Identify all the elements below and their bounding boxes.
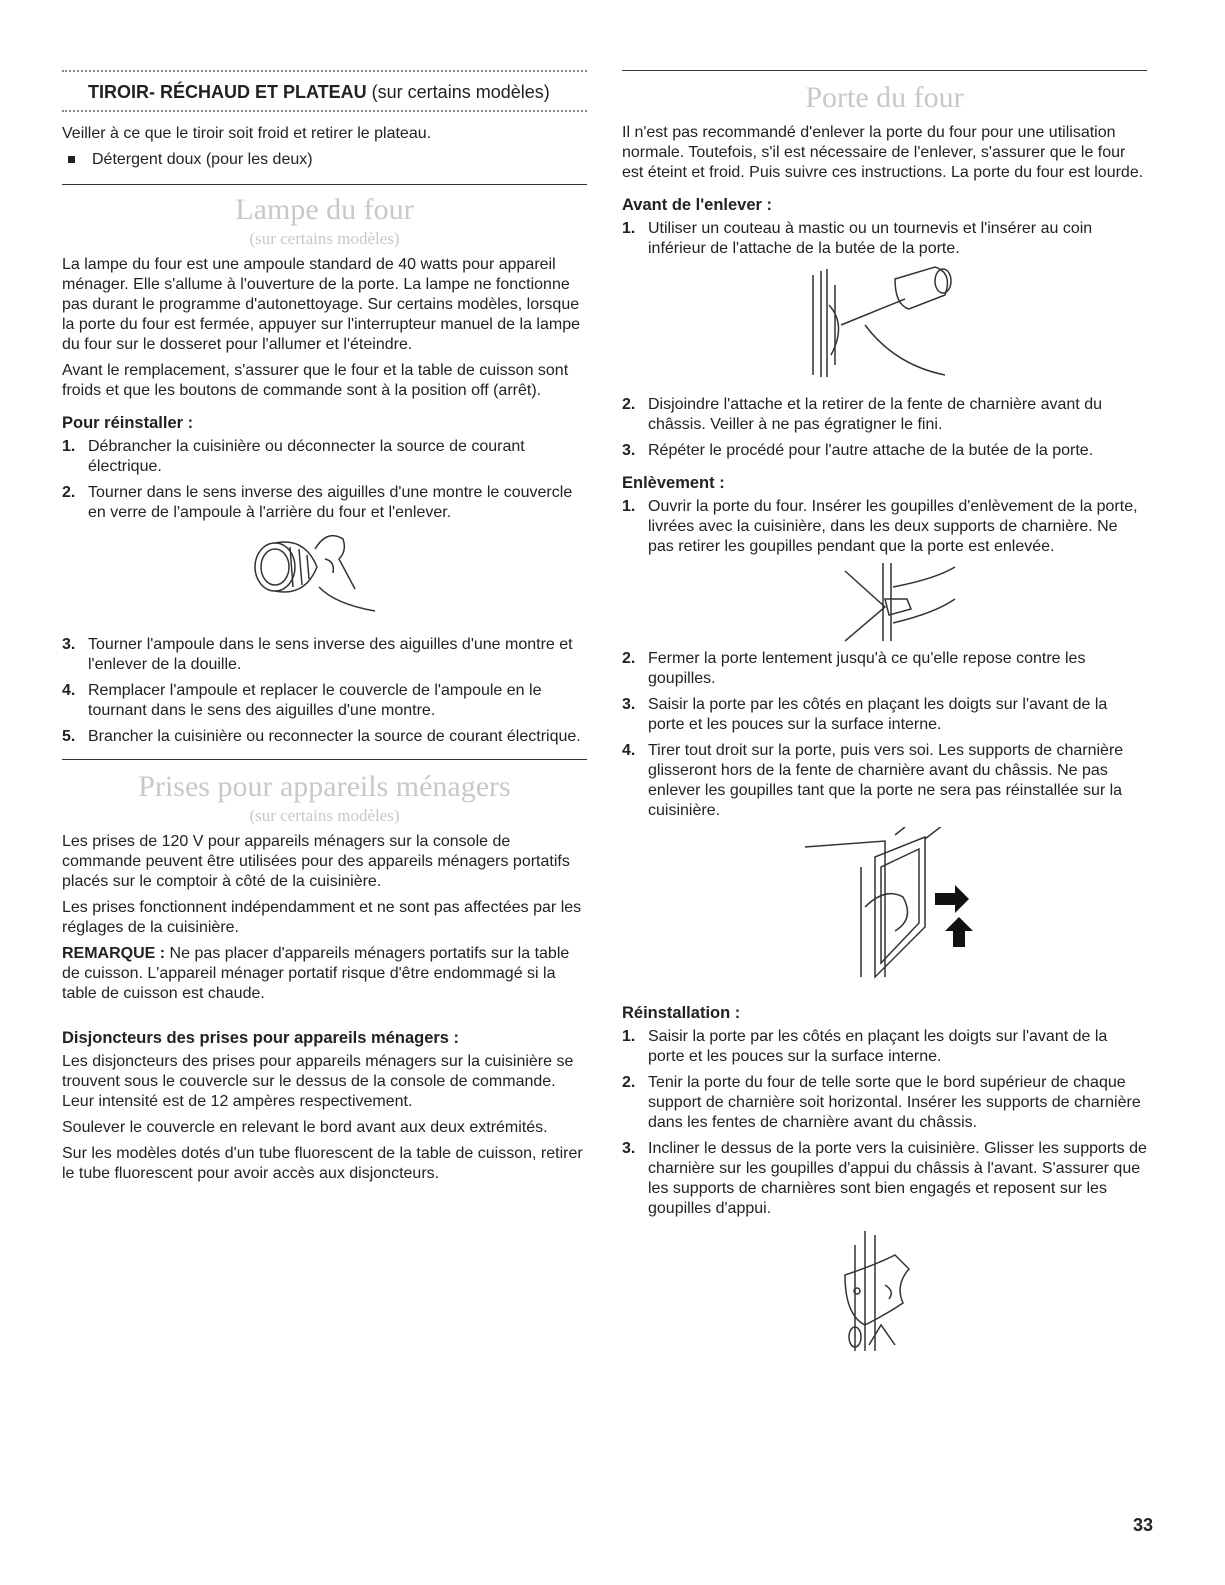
outlets-section-title: Prises pour appareils ménagers: [138, 770, 511, 803]
drawer-bullet: Détergent doux (pour les deux): [62, 150, 587, 170]
lamp-paragraph-1: La lampe du four est une ampoule standard de 40 watts pour appareil ménager. Elle s'allume à l'ouverture de la porte. La lampe ne fonctionne pas durant le programme d'autonettoyage. Sur certains modèles, lorsque la porte du four est fermée, appuyer sur l'interrupteur manuel de la lampe du four sur le dosseret pour l'allumer et l'éteindre.: [62, 256, 580, 353]
lamp-steps-b: [62, 635, 587, 747]
note-label: REMARQUE :: [62, 945, 166, 962]
bulb-cover-illustration: [235, 529, 415, 629]
page-number: 33: [1132, 1515, 1153, 1535]
reinstall-heading: Réinstallation :: [622, 1004, 741, 1022]
list-item: 2. Tourner dans le sens inverse des aiguilles d'une montre le couvercle en verre de l'ampoule à l'arrière du four et l'enlever.: [62, 484, 573, 521]
list-item: 3. Répéter le procédé pour l'autre attache de la butée de la porte.: [622, 442, 1094, 459]
list-item: 5. Brancher la cuisinière ou reconnecter la source de courant électrique.: [62, 728, 581, 745]
door-stop-illustration: [785, 265, 985, 385]
door-intro: Il n'est pas recommandé d'enlever la porte du four pour une utilisation normale. Toutefois, s'il est nécessaire de l'enlever, s'assurer que le four est éteint et froid. Puis suivre ces instructions. La porte du four est lourde.: [622, 124, 1144, 181]
hinge-pin-illustration: [785, 563, 985, 643]
lamp-steps-a: [62, 437, 587, 523]
list-item: 2. Tenir la porte du four de telle sorte que le bord supérieur de chaque support de charnière soit horizontal. Insérer les supports de charnière dans les fentes de charnière avant du châssis.: [622, 1074, 1141, 1131]
before-heading: Avant de l'enlever :: [622, 196, 773, 214]
drawer-dotted-rule: [62, 110, 587, 112]
door-section-title: Porte du four: [805, 81, 964, 114]
lamp-section-title: Lampe du four: [235, 193, 414, 226]
breaker-heading: Disjoncteurs des prises pour appareils ménagers :: [62, 1029, 460, 1047]
hinge-reinstall-illustration: [785, 1225, 985, 1355]
list-item: 3. Incliner le dessus de la porte vers la cuisinière. Glisser les supports de charnière sur les goupilles d'appui du châssis à l'avant. S'assurer que les supports de charnières sont bien engagés et reposent sur les goupilles d'appui.: [622, 1140, 1147, 1217]
drawer-heading-bold: TIROIR- RÉCHAUD ET PLATEAU: [88, 82, 367, 102]
list-item: 4. Remplacer l'ampoule et replacer le couvercle de l'ampoule en le tournant dans le sens des aiguilles d'une montre.: [62, 682, 542, 719]
lamp-paragraph-2: Avant le remplacement, s'assurer que le four et la table de cuisson sont froids et que les boutons de commande sont à la position off (arrêt).: [62, 362, 569, 399]
drawer-text: Veiller à ce que le tiroir soit froid et retirer le plateau.: [62, 125, 432, 142]
list-item: 4. Tirer tout droit sur la porte, puis vers soi. Les supports de charnière glisseront hors de la fente de charnière avant du châssis. Ne pas enlever les goupilles tant que la porte ne sera pas réinstallée sur la cuisinière.: [622, 742, 1124, 819]
lamp-section-subtitle: (sur certains modèles): [249, 229, 400, 248]
list-item: 2. Disjoindre l'attache et la retirer de la fente de charnière avant du châssis. Veiller à ne pas égratigner le fini.: [622, 396, 1102, 433]
before-steps-a: [622, 219, 1147, 259]
list-item: 2. Fermer la porte lentement jusqu'à ce qu'elle repose contre les goupilles.: [622, 650, 1086, 687]
list-item: 1. Utiliser un couteau à mastic ou un tournevis et l'insérer au coin inférieur de l'attache de la butée de la porte.: [622, 220, 1093, 257]
door-removal-illustration: [775, 827, 995, 987]
outlets-note: [62, 944, 587, 1004]
right-column: [622, 70, 1147, 1355]
list-item: 1. Ouvrir la porte du four. Insérer les goupilles d'enlèvement de la porte, livrées avec la cuisinière, dans les deux supports de charnière. Ne pas retirer les goupilles pendant que la porte est enlevée.: [622, 498, 1138, 555]
reinstall-steps: [622, 1027, 1147, 1219]
breaker-paragraph-3: Sur les modèles dotés d'un tube fluorescent de la table de cuisson, retirer le tube fluorescent pour avoir accès aux disjoncteurs.: [62, 1145, 583, 1182]
outlets-paragraph-1: Les prises de 120 V pour appareils ménagers sur la console de commande peuvent être utilisées pour des appareils ménagers portatifs placés sur le comptoir à côté de la cuisinière.: [62, 833, 570, 890]
removal-steps-b: [622, 649, 1147, 821]
drawer-heading-note: (sur certains modèles): [366, 82, 550, 102]
top-dotted-rule: [62, 70, 587, 72]
drawer-heading: [88, 82, 587, 102]
removal-heading: Enlèvement :: [622, 474, 725, 492]
removal-steps-a: [622, 497, 1147, 557]
outlets-rule: [62, 759, 587, 760]
breaker-paragraph-1: Les disjoncteurs des prises pour appareils ménagers sur la cuisinière se trouvent sous le couvercle sur le dessus de la console de commande. Leur intensité est de 12 ampères respectivement.: [62, 1053, 574, 1110]
outlets-section-subtitle: (sur certains modèles): [249, 806, 400, 825]
before-steps-b: [622, 395, 1147, 461]
lamp-rule: [62, 184, 587, 185]
list-item: 3. Saisir la porte par les côtés en plaçant les doigts sur l'avant de la porte et les pouces sur la surface interne.: [622, 696, 1108, 733]
lamp-steps-heading: Pour réinstaller :: [62, 414, 194, 432]
left-column: [62, 70, 587, 1190]
breaker-paragraph-2: Soulever le couvercle en relevant le bord avant aux deux extrémités.: [62, 1119, 548, 1136]
list-item: 1. Débrancher la cuisinière ou déconnecter la source de courant électrique.: [62, 438, 525, 475]
list-item: 1. Saisir la porte par les côtés en plaçant les doigts sur l'avant de la porte et les pouces sur la surface interne.: [622, 1028, 1108, 1065]
list-item: 3. Tourner l'ampoule dans le sens inverse des aiguilles d'une montre et l'enlever de la douille.: [62, 636, 573, 673]
door-rule: [622, 70, 1147, 71]
note-text: Ne pas placer d'appareils ménagers portatifs sur la table de cuisson. L'appareil ménager portatif risque d'être endommagé si la table de cuisson est chaude.: [62, 945, 570, 1002]
outlets-paragraph-2: Les prises fonctionnent indépendamment et ne sont pas affectées par les réglages de la cuisinière.: [62, 899, 582, 936]
